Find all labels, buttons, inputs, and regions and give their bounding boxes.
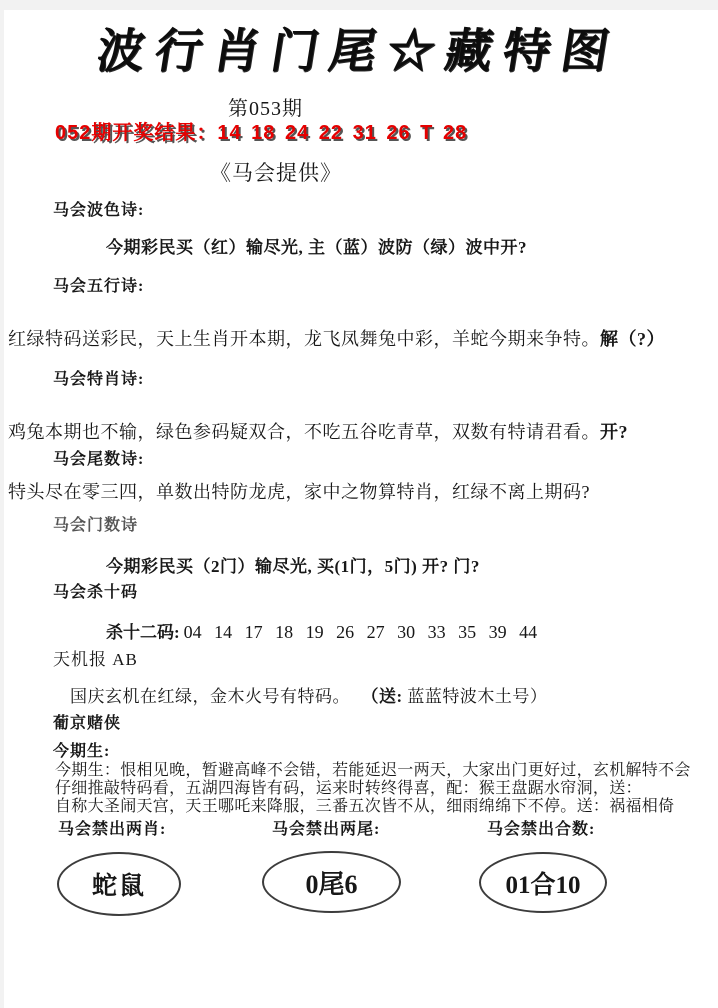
gift-label: （送: [370, 687, 403, 706]
this-issue-label: 今期生: [53, 743, 111, 760]
pujing-gambler-label: 葡京赌侠 [53, 715, 122, 732]
ban-sum-label: 马会禁出合数: [487, 821, 596, 838]
kill-twelve-numbers: 04 14 17 18 19 26 27 30 33 35 39 44 [183, 622, 538, 642]
special-zodiac-poem-text: 鸡兔本期也不输，绿色参码疑双合，不吃五谷吃青草，双数有特请君看。 [8, 422, 600, 442]
five-elements-poem-text: 红绿特码送彩民，天上生肖开本期，龙飞凤舞兔中彩，羊蛇今期来争特。 [8, 329, 600, 349]
mystery-hint-row [70, 682, 547, 707]
ban-sum-value: 01合10 [505, 871, 581, 899]
ban-two-zodiac-value: 蛇鼠 [91, 873, 146, 900]
pujing-verse-line-2: 仔细推敲特码看，五湖四海皆有码，运来时转终得喜，配：猴王盘踞水帘洞，送： [55, 780, 642, 797]
section-kill-ten-label: 马会杀十码 [53, 584, 139, 601]
section-color-poem-label: 马会波色诗: [53, 202, 145, 219]
mystery-hint-text: 国庆玄机在红绿，金木火号有特码。 [70, 687, 350, 706]
kill-twelve-row [106, 618, 537, 643]
special-zodiac-poem-answer: 开? [600, 422, 628, 442]
section-gate-number-label: 马会门数诗 [53, 517, 139, 534]
tail-number-poem: 特头尽在零三四，单数出特防龙虎，家中之物算特肖，红绿不离上期码? [8, 482, 590, 502]
five-elements-poem [8, 325, 665, 351]
section-special-zodiac-label: 马会特肖诗: [53, 371, 145, 388]
five-elements-poem-answer: 解（?） [600, 329, 665, 349]
ban-two-zodiac-label: 马会禁出两肖: [58, 821, 167, 838]
previous-draw-result: 052期开奖结果：14 18 24 22 31 26 T 28 [55, 122, 468, 144]
page-edge-top [0, 0, 718, 10]
pujing-verse-line-3: 自称大圣闹天宫，天王哪吒来降服，三番五次皆不从，细雨绵绵下不停。送：祸福相倚 [55, 798, 675, 815]
section-five-elements-label: 马会五行诗: [53, 278, 145, 295]
ban-sum-oval [479, 852, 607, 913]
color-poem-text: 今期彩民买（红）输尽光, 主（蓝）波防（绿）波中开? [106, 238, 527, 257]
ban-two-tail-oval [262, 851, 401, 913]
gift-value: 蓝蓝特波木土号） [402, 687, 548, 706]
kill-twelve-label: 杀十二码: [106, 623, 180, 642]
tianji-report-label: 天机报 AB [53, 650, 138, 669]
pujing-verse-line-1: 今期生：恨相见晚，暂避高峰不会错，若能延迟一两天，大家出门更好过，玄机解特不会 [55, 762, 691, 779]
issue-number: 第053期 [228, 98, 303, 120]
ban-two-tail-label: 马会禁出两尾: [272, 821, 381, 838]
provider-label: 《马会提供》 [210, 161, 342, 185]
gate-number-poem: 今期彩民买（2门）输尽光, 买(1门，5门) 开? 门? [106, 557, 480, 576]
ban-two-zodiac-oval [57, 852, 181, 916]
special-zodiac-poem [8, 418, 628, 444]
page-edge-left [0, 0, 4, 1008]
page-title: 波行肖门尾☆藏特图 [93, 24, 624, 77]
section-tail-number-label: 马会尾数诗: [53, 451, 145, 468]
ban-two-tail-value: 0尾6 [305, 869, 358, 899]
